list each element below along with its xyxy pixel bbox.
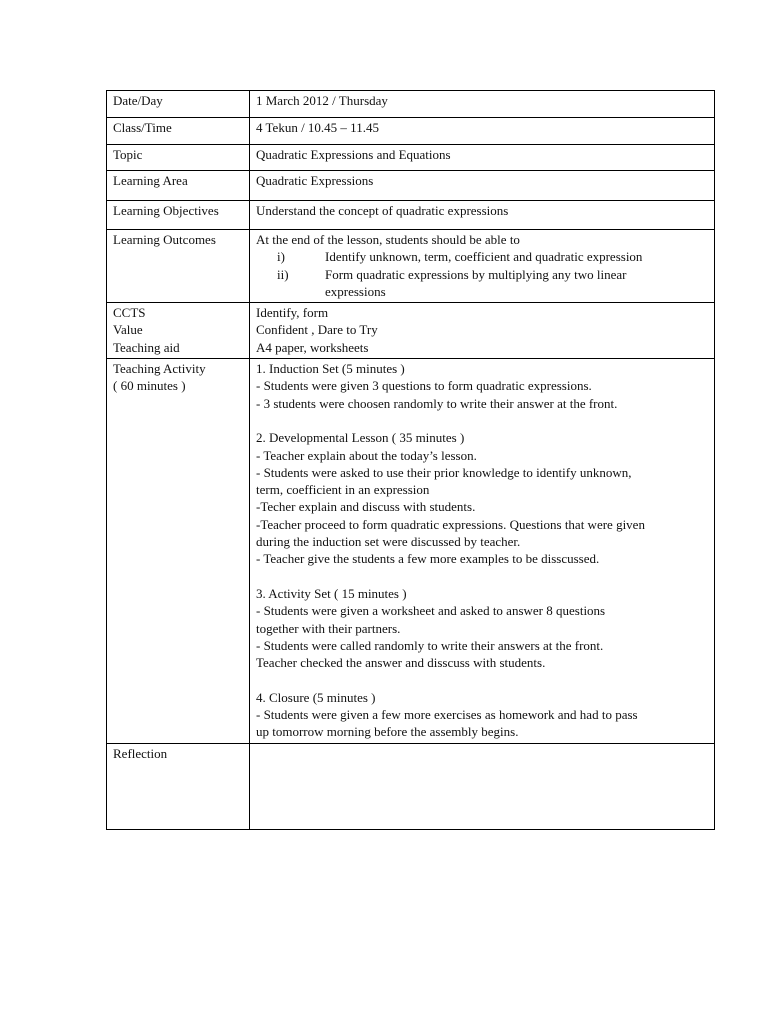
developmental-line: -Techer explain and discuss with students. (256, 499, 476, 515)
spacer (256, 568, 708, 585)
outcome-number: i) (277, 249, 285, 265)
teaching-activity-labels (107, 359, 250, 744)
developmental-line: - Teacher give the students a few more examples to be disscussed. (256, 551, 600, 567)
developmental-heading: 2. Developmental Lesson ( 35 minutes ) (256, 430, 465, 446)
row-topic (107, 145, 715, 171)
ccts-value: Identify, form (256, 305, 329, 321)
objectives-label: Learning Objectives (107, 201, 250, 230)
activity-set-line: - Students were given a worksheet and asked to answer 8 questions (256, 603, 606, 619)
outcome-text: Form quadratic expressions by multiplying any two linear expressions (325, 266, 627, 299)
induction-heading: 1. Induction Set (5 minutes ) (256, 361, 405, 377)
date-label: Date/Day (107, 91, 250, 118)
activity-set-heading: 3. Activity Set ( 15 minutes ) (256, 585, 407, 601)
induction-line: - 3 students were choosen randomly to write their answer at the front. (256, 395, 618, 411)
teaching-aid-value: A4 paper, worksheets (256, 339, 369, 355)
row-objectives (107, 201, 715, 230)
teaching-aid-label: Teaching aid (113, 339, 180, 355)
list-item (256, 266, 708, 301)
row-date (107, 91, 715, 118)
closure-line: up tomorrow morning before the assembly begins. (256, 724, 519, 740)
spacer (256, 412, 708, 429)
learning-area-label: Learning Area (107, 171, 250, 201)
spacer (256, 671, 708, 688)
outcomes-label: Learning Outcomes (107, 230, 250, 303)
list-item (256, 248, 708, 265)
duration-label: ( 60 minutes ) (113, 378, 186, 394)
row-class (107, 118, 715, 145)
row-ccts-value-aid (107, 303, 715, 359)
developmental-line: - Teacher explain about the today’s lesson. (256, 447, 477, 463)
closure-line: - Students were given a few more exercises as homework and had to pass (256, 707, 638, 723)
developmental-line: during the induction set were discussed by teacher. (256, 534, 521, 550)
class-value: 4 Tekun / 10.45 – 11.45 (250, 118, 715, 145)
activity-set-line: together with their partners. (256, 620, 401, 636)
outcomes-list (256, 248, 708, 300)
row-teaching-activity (107, 359, 715, 744)
outcomes-cell (250, 230, 715, 303)
reflection-value (250, 743, 715, 829)
activity-set-line: Teacher checked the answer and disscuss with students. (256, 655, 546, 671)
value-value: Confident , Dare to Try (256, 322, 378, 338)
row-learning-area (107, 171, 715, 201)
closure-heading: 4. Closure (5 minutes ) (256, 689, 376, 705)
date-value: 1 March 2012 / Thursday (250, 91, 715, 118)
value-label: Value (113, 322, 143, 338)
lesson-plan-table (106, 90, 715, 830)
teaching-activity-content (250, 359, 715, 744)
ccts-label: CCTS (113, 305, 146, 321)
topic-value: Quadratic Expressions and Equations (250, 145, 715, 171)
outcome-text: Identify unknown, term, coefficient and quadratic expression (325, 249, 643, 265)
row-outcomes (107, 230, 715, 303)
outcomes-intro: At the end of the lesson, students should be able to (256, 232, 520, 247)
learning-area-value: Quadratic Expressions (250, 171, 715, 201)
activity-set-line: - Students were called randomly to write their answers at the front. (256, 637, 604, 653)
developmental-line: term, coefficient in an expression (256, 482, 430, 498)
reflection-label: Reflection (107, 743, 250, 829)
topic-label: Topic (107, 145, 250, 171)
class-label: Class/Time (107, 118, 250, 145)
developmental-line: - Students were asked to use their prior knowledge to identify unknown, (256, 464, 632, 480)
ccts-values (250, 303, 715, 359)
outcome-number: ii) (277, 266, 289, 282)
ccts-labels (107, 303, 250, 359)
row-reflection (107, 743, 715, 829)
objectives-value: Understand the concept of quadratic expressions (250, 201, 715, 230)
teaching-activity-label: Teaching Activity (113, 361, 206, 377)
developmental-line: -Teacher proceed to form quadratic expressions. Questions that were given (256, 516, 645, 532)
induction-line: - Students were given 3 questions to form quadratic expressions. (256, 378, 592, 394)
